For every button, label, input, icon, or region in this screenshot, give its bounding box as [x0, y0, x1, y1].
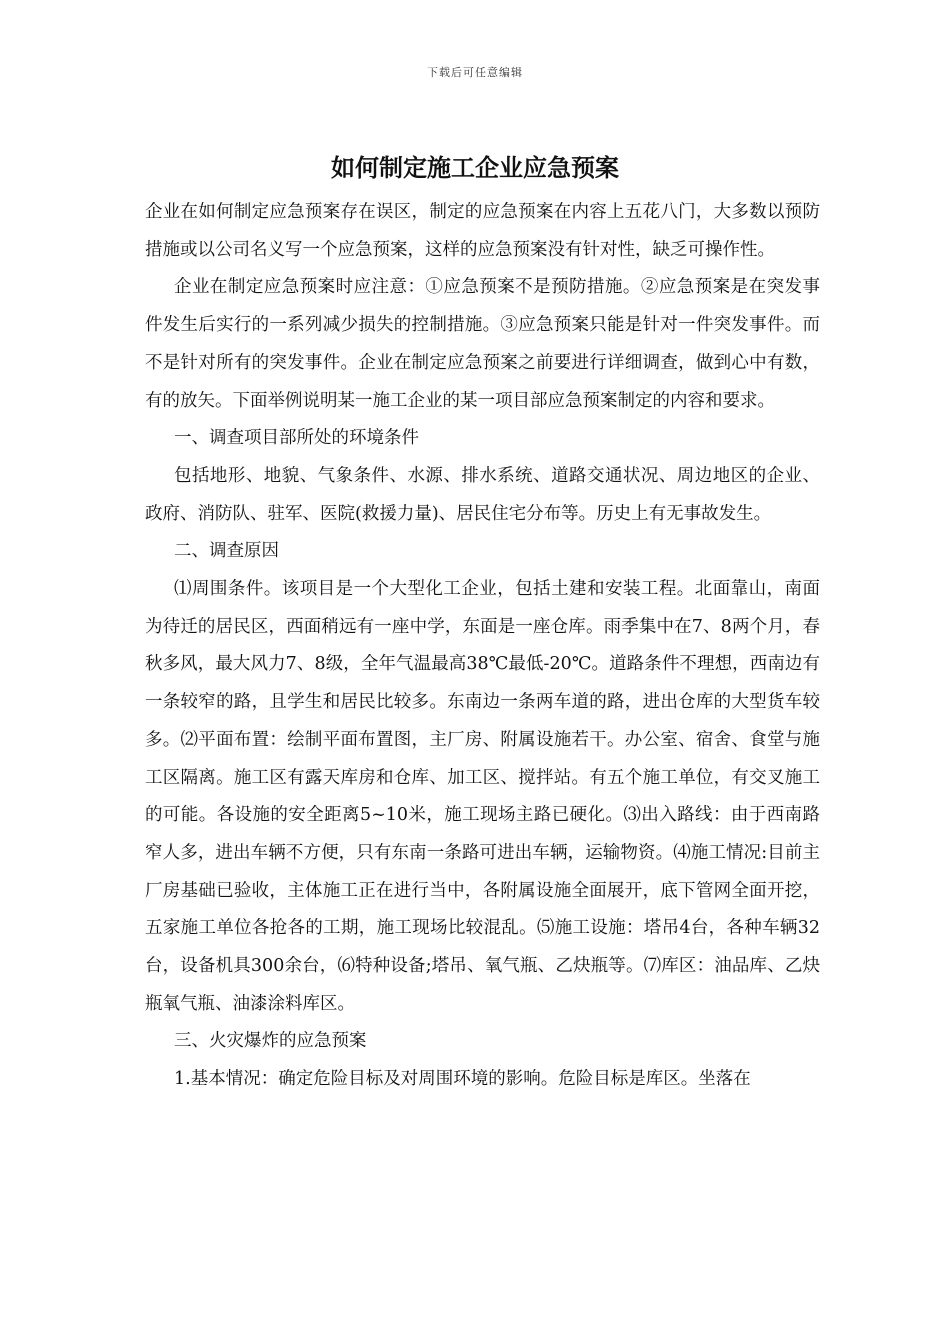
paragraph-basic-info: 1.基本情况：确定危险目标及对周围环境的影响。危险目标是库区。坐落在 — [174, 1069, 751, 1090]
section-heading-2: 二、调查原因 — [174, 541, 279, 562]
paragraph-notes: 企业在制定应急预案时应注意：①应急预案不是预防措施。②应急预案是在突发事件发生后实行的一系列减少损失的控制措施。③应急预案只能是针对一件突发事件。而不是针对所有的突发事件。企业在制定应急预案之前要进行详细调查，做到心中有数，有的放矢。下面举例说明某一施工企业的某一项目部应急预案制定的内容和要求。 — [145, 277, 820, 411]
section-heading-3: 三、火灾爆炸的应急预案 — [174, 1031, 367, 1052]
document-body — [145, 194, 820, 1099]
paragraph-investigation: ⑴周围条件。该项目是一个大型化工企业，包括土建和安装工程。北面靠山，南面为待迁的居民区，西面稍远有一座中学，东面是一座仓库。雨季集中在7、8两个月，春秋多风，最大风力7、8级，全年气温最高38℃最低-20℃。道路条件不理想，西南边有一条较窄的路，且学生和居民比较多。东南边一条两车道的路，进出仓库的大型货车较多。⑵平面布置：绘制平面布置图，主厂房、附属设施若干。办公室、宿舍、食堂与施工区隔离。施工区有露天库房和仓库、加工区、搅拌站。有五个施工单位，有交叉施工的可能。各设施的安全距离5~10米，施工现场主路已硬化。⑶出入路线：由于西南路窄人多，进出车辆不方便，只有东南一条路可进出车辆，运输物资。⑷施工情况:目前主厂房基础已验收，主体施工正在进行当中，各附属设施全面展开，底下管网全面开挖，五家施工单位各抢各的工期，施工现场比较混乱。⑸施工设施：塔吊4台，各种车辆32台，设备机具300余台，⑹特种设备;塔吊、氧气瓶、乙炔瓶等。⑺库区：油品库、乙炔瓶氧气瓶、油漆涂料库区。 — [145, 579, 820, 1014]
header-note: 下载后可任意编辑 — [427, 66, 523, 79]
paragraph-environment: 包括地形、地貌、气象条件、水源、排水系统、道路交通状况、周边地区的企业、政府、消防队、驻军、医院(救援力量)、居民住宅分布等。历史上有无事故发生。 — [145, 465, 820, 524]
document-title: 如何制定施工企业应急预案 — [331, 153, 619, 182]
paragraph-intro: 企业在如何制定应急预案存在误区，制定的应急预案在内容上五花八门，大多数以预防措施或以公司名义写一个应急预案，这样的应急预案没有针对性，缺乏可操作性。 — [145, 202, 820, 260]
section-heading-1: 一、调查项目部所处的环境条件 — [174, 428, 419, 449]
